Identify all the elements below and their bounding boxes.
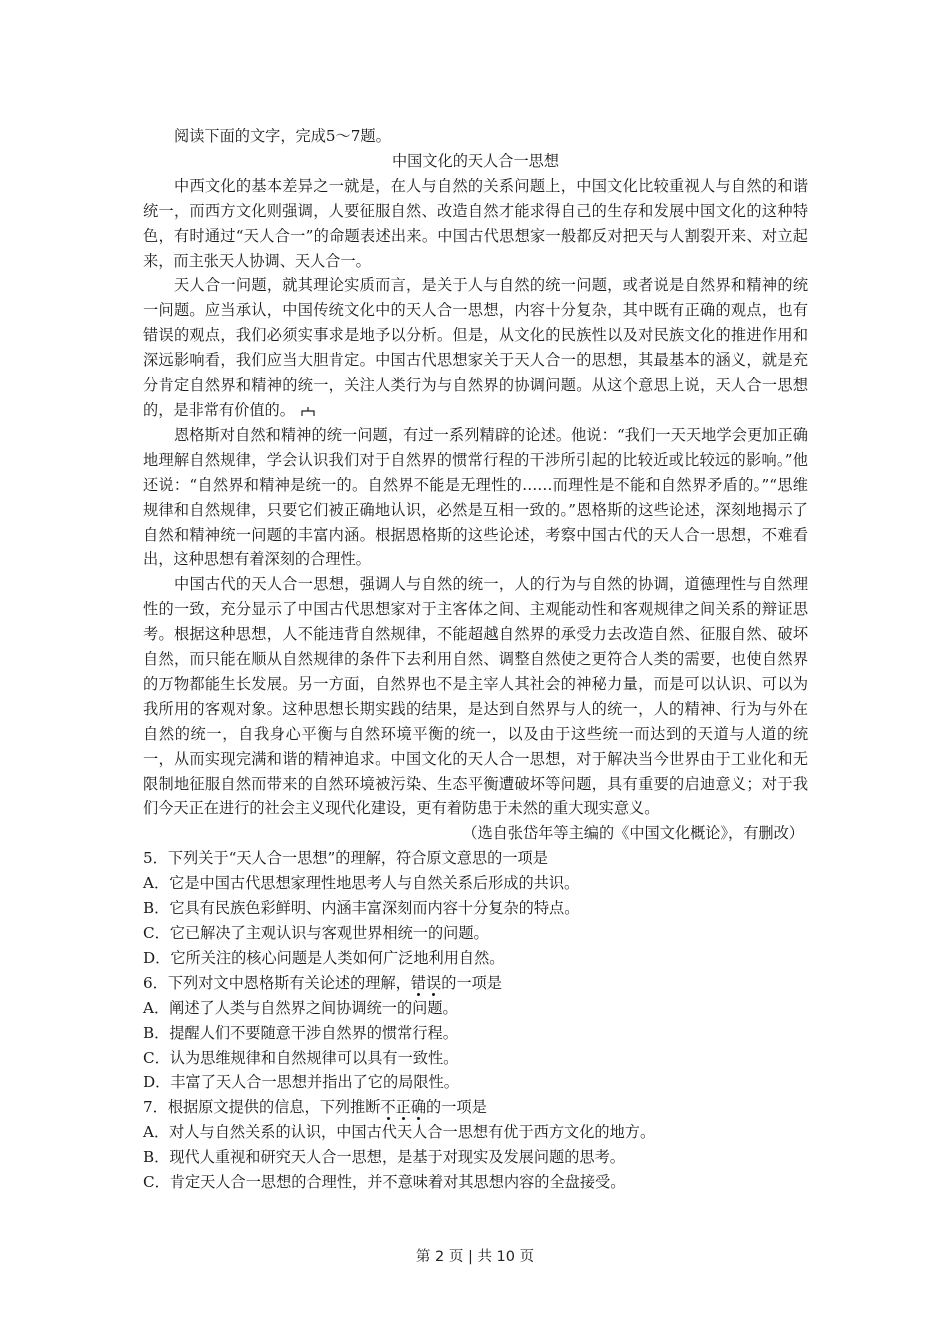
question-6-stem-pre: 6．下列对文中恩格斯有关论述的理解，: [143, 973, 411, 992]
article-paragraph-2: [143, 273, 808, 422]
question-5-option-d: D．它所关注的核心问题是人类如何广泛地利用自然。: [143, 948, 505, 967]
question-7-stem-post: 的一项是: [426, 1098, 487, 1117]
question-6-option-a: A．阐述了人类与自然界之间协调统一的问题。: [143, 998, 458, 1017]
article-paragraph-2-text: 天人合一问题，就其理论实质而言，是关于人与自然的统一问题，或者说是自然界和精神的统一问题。应当承认，中国传统文化中的天人合一思想，内容十分复杂，其中既有正确的观点，也有错误的观点，我们必须实事求是地予以分析。但是，从文化的民族性以及对民族文化的推进作用和深远影响看，我们应当大胆肯定。中国古代思想家关于天人合一的思想，其最基本的涵义，就是充分肯定自然界和精神的统一，关注人类行为与自然界的协调问题。从这个意思上说，天人合一思想的，是非常有价值的。: [143, 276, 808, 419]
question-5-option-c: C．它已解决了主观认识与客观世界相统一的问题。: [143, 924, 489, 942]
question-6-option-d: D．丰富了天人合一思想并指出了它的局限性。: [143, 1073, 459, 1092]
page-content: [143, 124, 808, 1195]
reading-instruction: 阅读下面的文字，完成5～7题。: [174, 127, 391, 145]
emphasis-char: 正: [395, 1098, 411, 1117]
question-6-option-b: B．提醒人们不要随意干涉自然界的惯常行程。: [143, 1023, 458, 1042]
article-paragraph-1: 中西文化的基本差异之一就是，在人与自然的关系问题上，中国文化比较重视人与自然的和谐统一，而西方文化则强调，人要征服自然、改造自然才能求得自己的生存和发展中国文化的这种特色，有时通过“天人合一”的命题表述出来。中国古代思想家一般都反对把天与人割裂开来、对立起来，而主张天人协调、天人合一。: [143, 176, 808, 270]
question-7-stem-pre: 7．根据原文提供的信息，下列推断: [143, 1098, 381, 1117]
question-7-option-a: A．对人与自然关系的认识，中国古代天人合一思想有优于西方文化的地方。: [143, 1123, 656, 1142]
question-7-stem: [143, 1095, 808, 1120]
article-paragraph-3: 恩格斯对自然和精神的统一问题，有过一系列精辟的论述。他说：“我们一天天地学会更加正确地理解自然规律，学会认识我们对于自然界的惯常行程的干涉所引起的比较近或比较远的影响。”他还说：“自然界和精神是统一的。自然界不能是无理性的……而理性是不能和自然界矛盾的。”“思维规律和自然规律，只要它们被正确地认识，必然是互相一致的。”恩格斯的这些论述，深刻地揭示了自然和精神统一问题的丰富内涵。根据恩格斯的这些论述，考察中国古代的天人合一思想，不难看出，这种思想有着深刻的合理性。: [143, 425, 808, 569]
question-7-emphasis: [380, 1098, 426, 1116]
question-5-option-b: B．它具有民族色彩鲜明、内涵丰富深刻而内容十分复杂的特点。: [143, 899, 580, 918]
page-footer: 第 2 页 | 共 10 页: [415, 1249, 535, 1265]
question-6-stem: [143, 971, 808, 996]
emphasis-char: 误: [426, 973, 442, 992]
emphasis-char: 确: [410, 1098, 427, 1117]
emphasis-char: 不: [380, 1098, 396, 1117]
question-5-option-a: A．它是中国古代思想家理性地思考人与自然关系后形成的共识。: [143, 874, 580, 893]
article-title: 中国文化的天人合一思想: [391, 151, 560, 170]
article-paragraph-4: 中国古代的天人合一思想，强调人与自然的统一，人的行为与自然的协调，道德理性与自然理性的一致，充分显示了中国古代思想家对于主客体之间、主观能动性和客观规律之间关系的辩证思考。根据这种思想，人不能违背自然规律，不能超越自然界的承受力去改造自然、征服自然、破坏自然，而只能在顺从自然规律的条件下去利用自然、调整自然使之更符合人类的需要，也使自然界的万物都能生长发展。另一方面，自然界也不是主宰人其社会的神秘力量，而是可以认识、可以为我所用的客观对象。这种思想长期实践的结果，是达到自然界与人的统一，人的精神、行为与外在自然的统一，自我身心平衡与自然环境平衡的统一，以及由于这些统一而达到的天道与人道的统一，从而实现完满和谐的精神追求。中国文化的天人合一思想，对于解决当今世界由于工业化和无限制地征服自然而带来的自然环境被污染、生态平衡遭破坏等问题，具有重要的启迪意义；对于我们今天正在进行的社会主义现代化建设，更有着防患于未然的重大现实意义。: [143, 575, 808, 818]
article-source: （选自张岱年等主编的《中国文化概论》，有删改）: [462, 824, 804, 843]
question-7-option-b: B．现代人重视和研究天人合一思想，是基于对现实及发展问题的思考。: [143, 1148, 625, 1167]
question-7: [143, 1095, 808, 1195]
question-5: [143, 846, 808, 971]
question-6-stem-post: 的一项是: [441, 973, 502, 992]
question-6-option-c: C．认为思维规律和自然规律可以具有一致性。: [143, 1048, 459, 1067]
question-5-stem: 5．下列关于“天人合一思想”的理解，符合原文意思的一项是: [143, 849, 548, 868]
question-6-emphasis: [411, 974, 441, 992]
question-7-option-c: C．肯定天人合一思想的合理性，并不意味着对其思想内容的全盘接受。: [143, 1173, 626, 1192]
question-6: [143, 971, 808, 1096]
edit-mark-icon: [301, 405, 315, 417]
emphasis-char: 错: [410, 973, 427, 992]
